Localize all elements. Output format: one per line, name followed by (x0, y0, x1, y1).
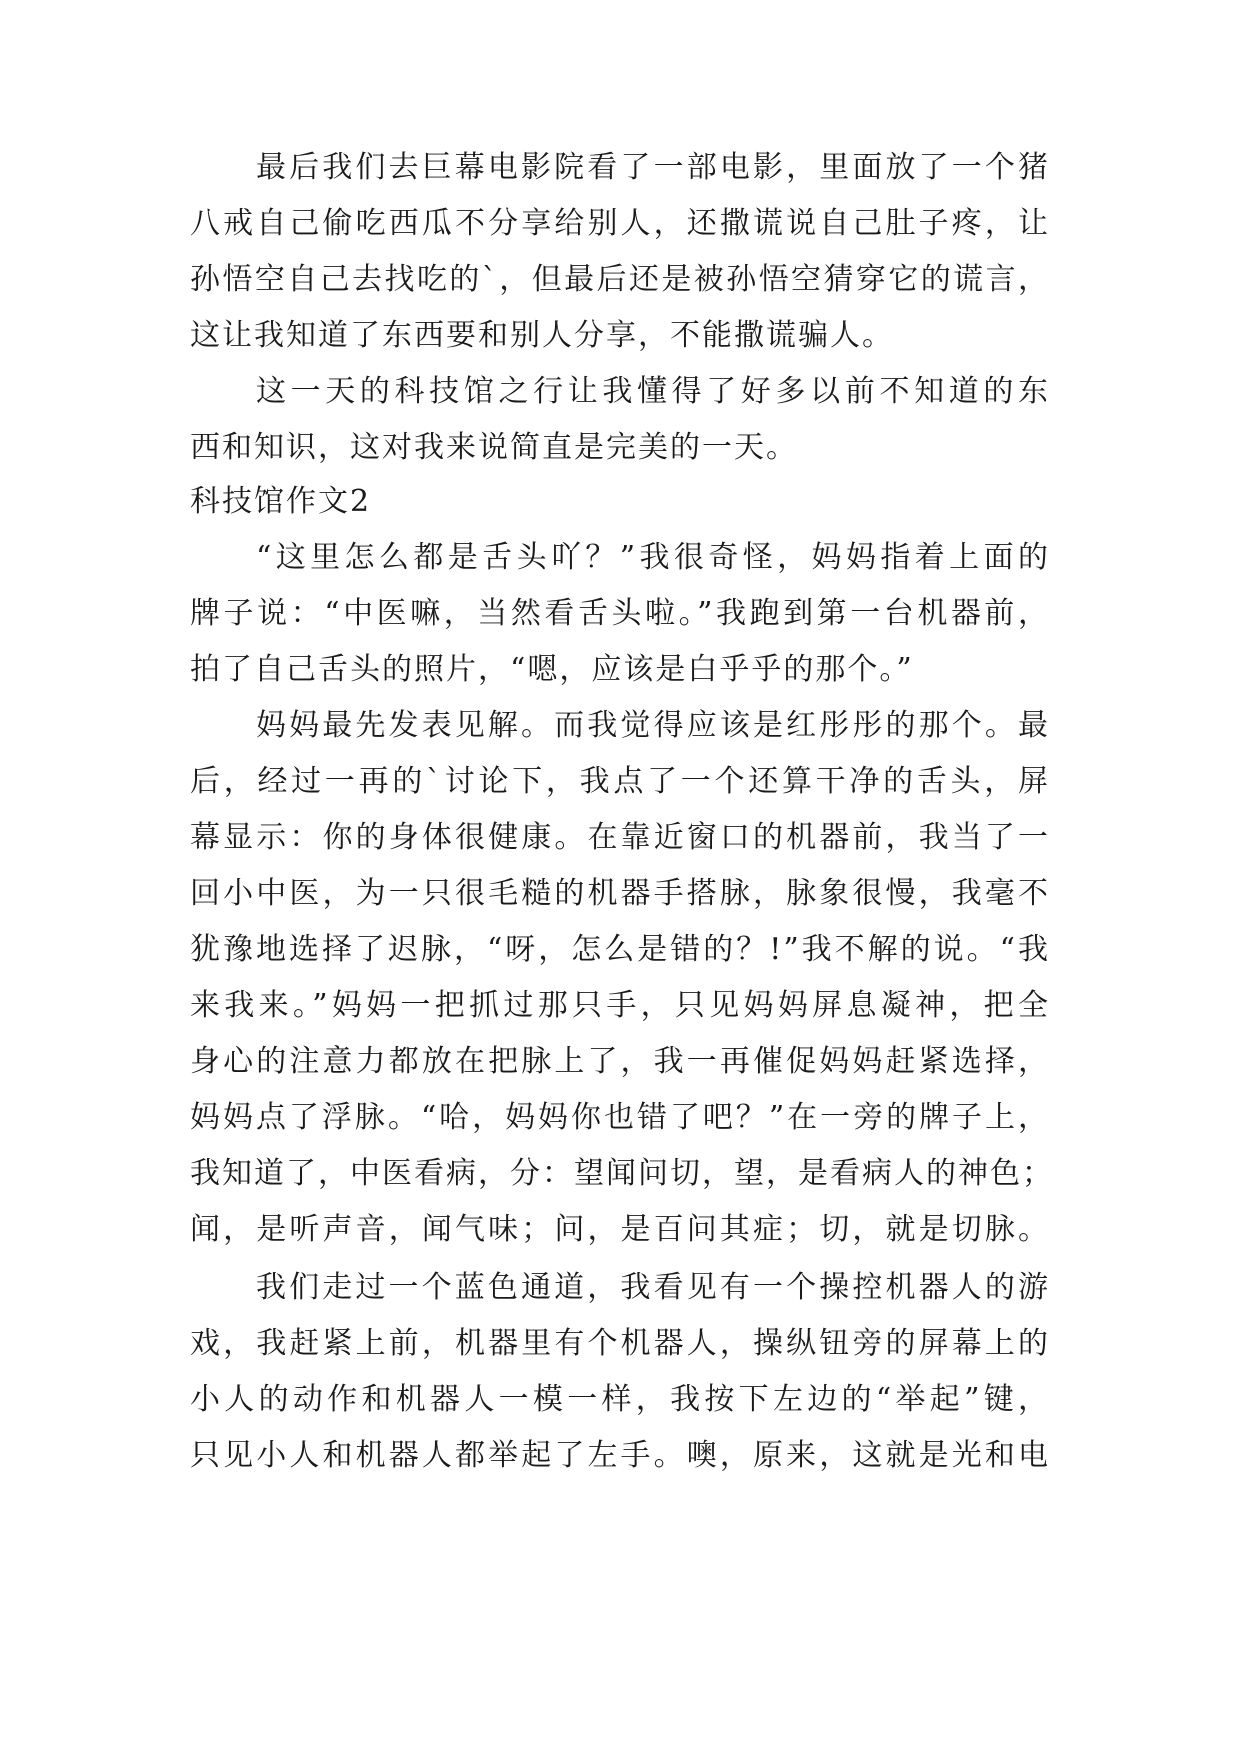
paragraph-line: 我知道了，中医看病，分：望闻问切，望，是看病人的神色； (190, 1156, 1054, 1191)
paragraph-line: 拍了自己舌头的照片，“嗯，应该是白乎乎的那个。” (190, 652, 914, 687)
paragraph-line: 西和知识，这对我来说简直是完美的一天。 (190, 430, 798, 465)
paragraph-line: “这里怎么都是舌头吖？”我很奇怪，妈妈指着上面的 (256, 540, 1050, 575)
paragraph-line: 这一天的科技馆之行让我懂得了好多以前不知道的东 (256, 374, 1050, 409)
paragraph-line: 后，经过一再的`讨论下，我点了一个还算干净的舌头，屏 (190, 764, 1050, 799)
paragraph-line: 妈妈点了浮脉。“哈，妈妈你也错了吧？”在一旁的牌子上， (190, 1100, 1050, 1135)
paragraph-line: 孙悟空自己去找吃的`，但最后还是被孙悟空猜穿它的谎言， (190, 262, 1050, 297)
paragraph-line: 只见小人和机器人都举起了左手。噢，原来，这就是光和电 (190, 1438, 1050, 1473)
paragraph-line: 八戒自己偷吃西瓜不分享给别人，还撒谎说自己肚子疼，让 (190, 206, 1050, 241)
paragraph-line: 来我来。”妈妈一把抓过那只手，只见妈妈屏息凝神，把全 (190, 988, 1050, 1023)
paragraph-line: 牌子说：“中医嘛，当然看舌头啦。”我跑到第一台机器前， (190, 596, 1050, 631)
paragraph-line: 身心的注意力都放在把脉上了，我一再催促妈妈赶紧选择， (190, 1044, 1050, 1079)
paragraph-line: 闻，是听声音，闻气味；问，是百问其症；切，就是切脉。 (190, 1212, 1050, 1247)
paragraph-line: 回小中医，为一只很毛糙的机器手搭脉，脉象很慢，我毫不 (190, 876, 1050, 911)
paragraph-line: 戏，我赶紧上前，机器里有个机器人，操纵钮旁的屏幕上的 (190, 1326, 1050, 1361)
paragraph-line: 最后我们去巨幕电影院看了一部电影，里面放了一个猪 (256, 150, 1050, 185)
section-heading: 科技馆作文2 (190, 484, 372, 519)
paragraph-line: 妈妈最先发表见解。而我觉得应该是红彤彤的那个。最 (256, 708, 1050, 743)
paragraph-line: 这让我知道了东西要和别人分享，不能撒谎骗人。 (190, 318, 894, 353)
paragraph-line: 我们走过一个蓝色通道，我看见有一个操控机器人的游 (256, 1270, 1050, 1305)
paragraph-line: 幕显示：你的身体很健康。在靠近窗口的机器前，我当了一 (190, 820, 1050, 855)
paragraph-line: 小人的动作和机器人一模一样，我按下左边的“举起”键， (190, 1382, 1050, 1417)
paragraph-line: 犹豫地选择了迟脉，“呀，怎么是错的？!”我不解的说。“我 (190, 932, 1050, 967)
